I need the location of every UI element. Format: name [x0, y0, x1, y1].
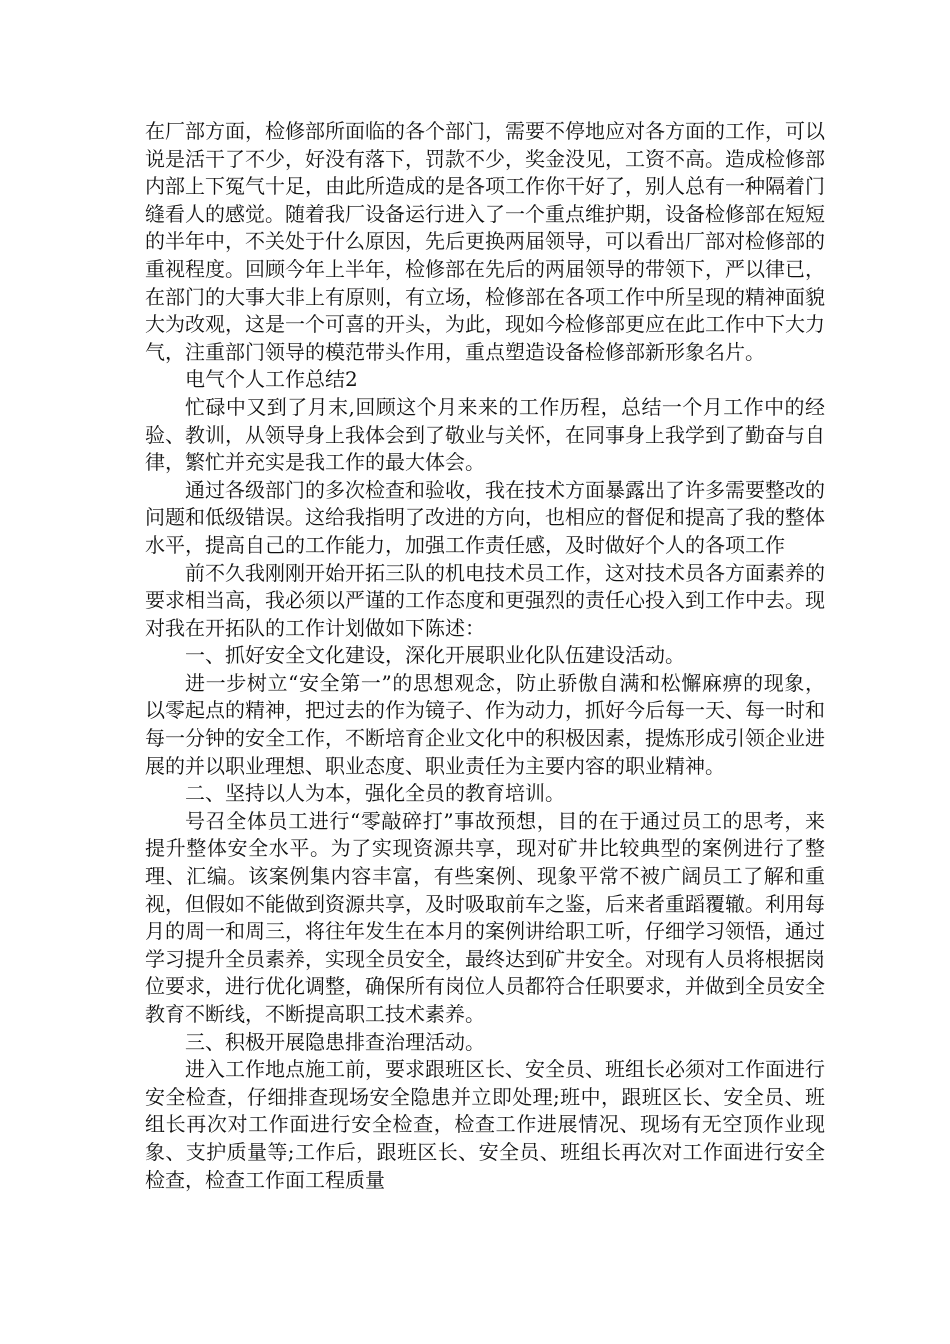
subheading-1: 一、抓好安全文化建设，深化开展职业化队伍建设活动。	[185, 643, 685, 668]
paragraph-4: 前不久我刚刚开始开拓三队的机电技术员工作，这对技术员各方面素养的要求相当高，我必须以严谨的工作态度和更强烈的责任心投入到工作中去。现对我在开拓队的工作计划做如下陈述：	[145, 560, 825, 640]
paragraph-2: 忙碌中又到了月末,回顾这个月来来的工作历程，总结一个月工作中的经验、教训，从领导身上我体会到了敬业与关怀，在同事身上我学到了勤奋与自律，繁忙并充实是我工作的最大体会。	[145, 394, 825, 475]
document-body	[145, 118, 825, 1194]
paragraph-3: 通过各级部门的多次检查和验收，我在技术方面暴露出了许多需要整改的问题和低级错误。这给我指明了改进的方向，也相应的督促和提高了我的整体水平，提高自己的工作能力，加强工作责任感，及时做好个人的各项工作	[145, 477, 825, 557]
paragraph-1: 在厂部方面，检修部所面临的各个部门，需要不停地应对各方面的工作，可以说是活干了不少，好没有落下，罚款不少，奖金没见，工资不高。造成检修部内部上下冤气十足，由此所造成的是各项工作你干好了，别人总有一种隔着门缝看人的感觉。随着我厂设备运行进入了一个重点维护期，设备检修部在短短的半年中，不关处于什么原因，先后更换两届领导，可以看出厂部对检修部的重视程度。回顾今年上半年，检修部在先后的两届领导的带领下，严以律已，在部门的大事大非上有原则，有立场，检修部在各项工作中所呈现的精神面貌大为改观，这是一个可喜的开头，为此，现如今检修部更应在此工作中下大力气，注重部门领导的模范带头作用，重点塑造设备检修部新形象名片。	[145, 119, 825, 364]
paragraph-6: 号召全体员工进行“零敲碎打”事故预想，目的在于通过员工的思考，来提升整体安全水平。为了实现资源共享，现对矿井比较典型的案例进行了整理、汇编。该案例集内容丰富，有些案例、现象平常不被广阔员工了解和重视，但假如不能做到资源共享，及时吸取前车之鉴，后来者重蹈覆辙。利用每月的周一和周三，将往年发生在本月的案例讲给职工听，仔细学习领悟，通过学习提升全员素养，实现全员安全，最终达到矿井安全。对现有人员将根据岗位要求，进行优化调整，确保所有岗位人员都符合任职要求，并做到全员安全教育不断线，不断提高职工技术素养。	[145, 808, 825, 1026]
subheading-3: 三、积极开展隐患排查治理活动。	[185, 1029, 485, 1054]
paragraph-5: 进一步树立“安全第一”的思想观念，防止骄傲自满和松懈麻痹的现象，以零起点的精神，把过去的作为镜子、作为动力，抓好今后每一天、每一时和每一分钟的安全工作，不断培育企业文化中的积极因素，提炼形成引领企业进展的并以职业理想、职业态度、职业责任为主要内容的职业精神。	[145, 670, 825, 778]
section-heading: 电气个人工作总结2	[185, 367, 358, 392]
paragraph-7: 进入工作地点施工前，要求跟班区长、安全员、班组长必须对工作面进行安全检查，仔细排查现场安全隐患并立即处理;班中，跟班区长、安全员、班组长再次对工作面进行安全检查，检查工作进展情况、现场有无空顶作业现象、支护质量等;工作后，跟班区长、安全员、班组长再次对工作面进行安全检查，检查工作面工程质量	[145, 1057, 825, 1192]
subheading-2: 二、坚持以人为本，强化全员的教育培训。	[185, 781, 565, 806]
